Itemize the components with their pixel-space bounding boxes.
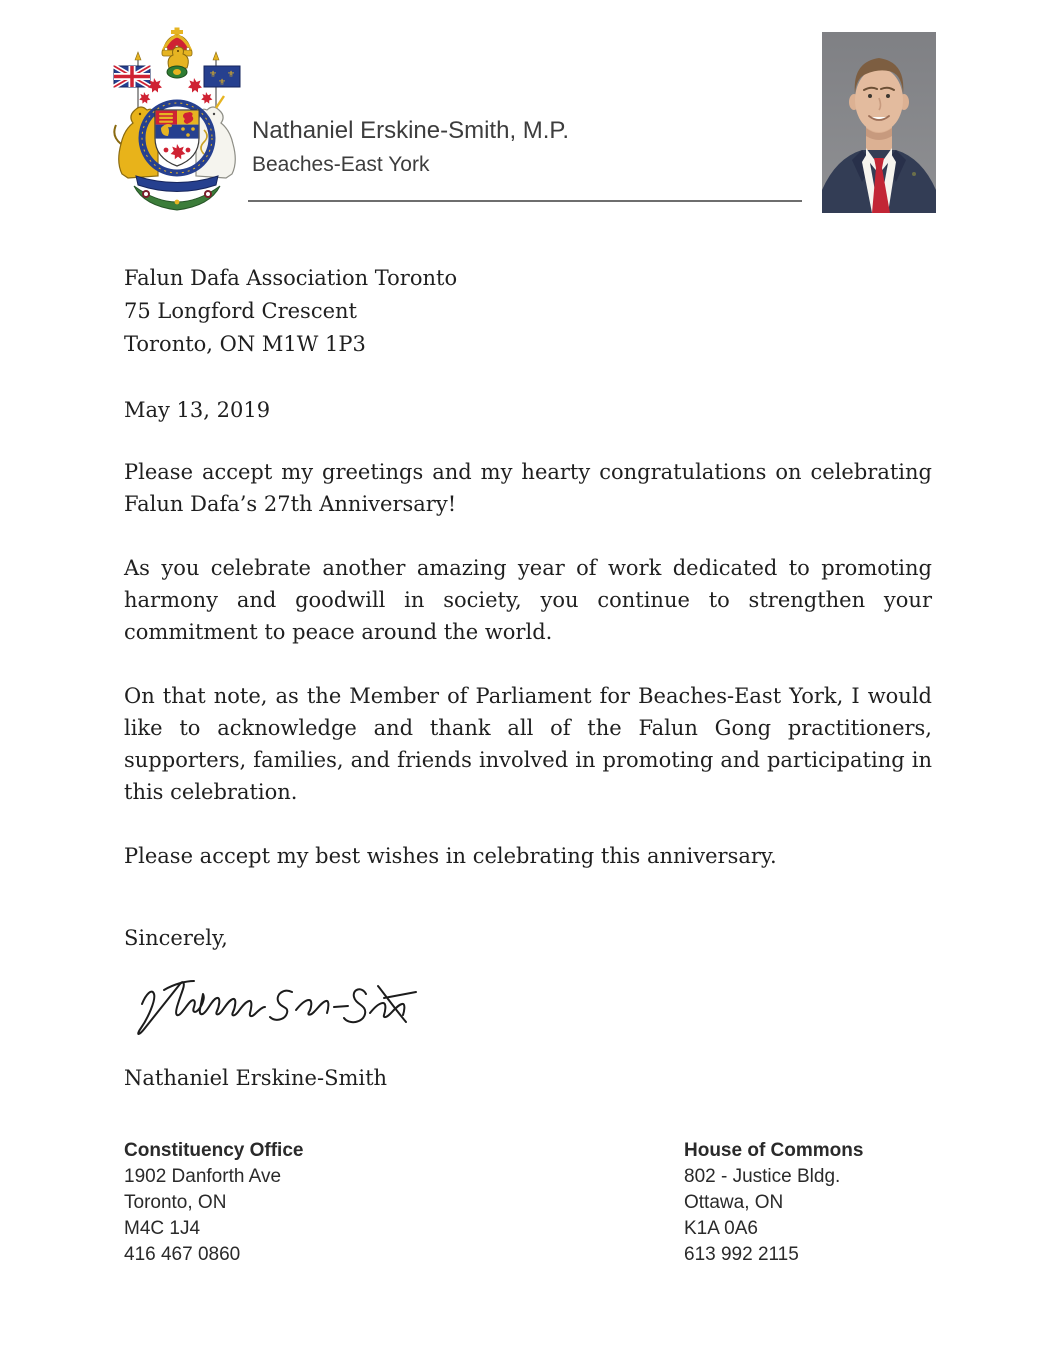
paragraph: Please accept my best wishes in celebrating this anniversary.	[124, 844, 777, 868]
closing-salutation: Sincerely,	[124, 926, 228, 950]
signed-name: Nathaniel Erskine-Smith	[124, 1066, 388, 1090]
constituency-office-block	[124, 1138, 303, 1268]
recipient-address	[124, 262, 932, 361]
mp-name: Nathaniel Erskine-Smith, M.P.	[252, 117, 570, 144]
footer-line: 613 992 2115	[684, 1244, 799, 1265]
paragraph: Please accept my greetings and my hearty congratulations on celebrating Falun Dafa’s 27th Anniversary!	[124, 460, 932, 516]
mp-portrait-photo	[822, 32, 936, 213]
paragraph: On that note, as the Member of Parliament for Beaches-East York, I would like to acknowledge and thank all of the Falun Gong practitioners, supporters, families, and friends involved in promoting and participating in this celebration.	[124, 684, 932, 804]
handwritten-signature	[134, 968, 434, 1040]
footer-line: 416 467 0860	[124, 1244, 241, 1265]
footer-line: 802 - Justice Bldg.	[684, 1166, 841, 1187]
svg-text:⚜: ⚜	[217, 78, 227, 88]
house-of-commons-title: House of Commons	[684, 1140, 864, 1161]
letter-date: May 13, 2019	[124, 398, 271, 422]
recipient-line: 75 Longford Crescent	[124, 299, 357, 323]
recipient-line: Falun Dafa Association Toronto	[124, 266, 458, 290]
svg-text:⚜: ⚜	[226, 70, 236, 80]
letterhead	[252, 116, 569, 178]
footer-line: Toronto, ON	[124, 1192, 227, 1213]
paragraph: As you celebrate another amazing year of work dedicated to promoting harmony and goodwill in society, you continue to strengthen your commitment to peace around the world.	[124, 556, 932, 644]
svg-text:⚜: ⚜	[208, 70, 218, 80]
footer-line: K1A 0A6	[684, 1218, 758, 1239]
house-of-commons-block	[684, 1138, 863, 1268]
footer-line: 1902 Danforth Ave	[124, 1166, 282, 1187]
constituency-office-title: Constituency Office	[124, 1140, 304, 1161]
footer-line: Ottawa, ON	[684, 1192, 784, 1213]
riding-name: Beaches-East York	[252, 153, 430, 176]
canada-coat-of-arms-icon	[108, 26, 246, 212]
header-divider	[248, 200, 802, 202]
recipient-line: Toronto, ON M1W 1P3	[124, 332, 366, 356]
footer-line: M4C 1J4	[124, 1218, 201, 1239]
